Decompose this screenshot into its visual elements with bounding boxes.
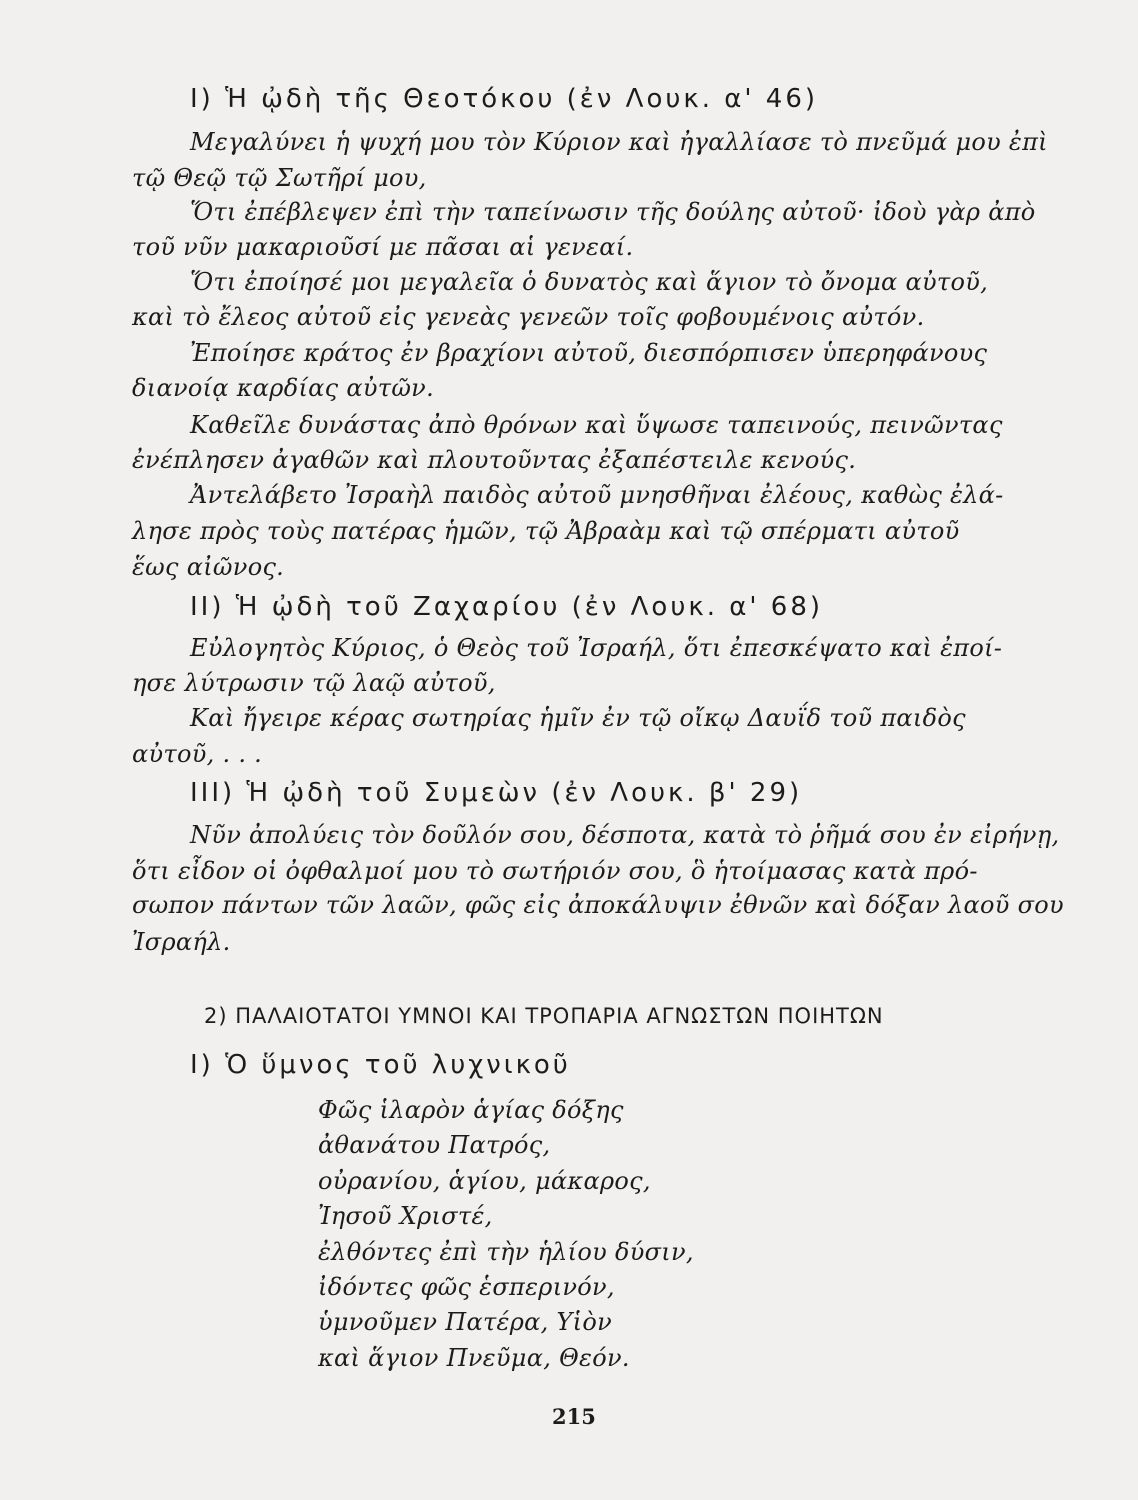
- text-line: ἐνέπλησεν ἀγαθῶν καὶ πλουτοῦντας ἐξαπέστειλε κενούς.: [132, 446, 857, 474]
- text-line: τῷ Θεῷ τῷ Σωτῆρί μου,: [132, 164, 427, 192]
- heading-magnificat: I) Ἡ ᾠδὴ τῆς Θεοτόκου (ἐν Λουκ. α' 46): [190, 84, 819, 114]
- heading-hymn: I) Ὁ ὕμνος τοῦ λυχνικοῦ: [190, 1050, 571, 1080]
- text-line: σωπον πάντων τῶν λαῶν, φῶς εἰς ἀποκάλυψιν ἐθνῶν καὶ δόξαν λαοῦ σου: [132, 891, 1064, 919]
- text-line: Εὐλογητὸς Κύριος, ὁ Θεὸς τοῦ Ἰσραήλ, ὅτι ἐπεσκέψατο καὶ ἐποί-: [190, 634, 1003, 662]
- hymn-line: καὶ ἅγιον Πνεῦμα, Θεόν.: [318, 1344, 630, 1372]
- section-title: 2) ΠΑΛΑΙΟΤΑΤΟΙ ΥΜΝΟΙ ΚΑΙ ΤΡΟΠΑΡΙΑ ΑΓΝΩΣΤΩΝ ΠΟΙΗΤΩΝ: [204, 1004, 884, 1028]
- text-line: λησε πρὸς τοὺς πατέρας ἡμῶν, τῷ Ἀβραὰμ καὶ τῷ σπέρματι αὐτοῦ: [132, 517, 960, 545]
- text-line: Ὅτι ἐποίησέ μοι μεγαλεῖα ὁ δυνατὸς καὶ ἅγιον τὸ ὄνομα αὐτοῦ,: [190, 268, 989, 296]
- text-line: ὅτι εἶδον οἱ ὀφθαλμοί μου τὸ σωτήριόν σου, ὃ ἡτοίμασας κατὰ πρό-: [132, 857, 978, 885]
- text-line: Ἐποίησε κράτος ἐν βραχίονι αὐτοῦ, διεσπόρπισεν ὑπερηφάνους: [190, 339, 988, 367]
- text-line: διανοίᾳ καρδίας αὐτῶν.: [132, 374, 435, 402]
- text-line: καὶ τὸ ἔλεος αὐτοῦ εἰς γενεὰς γενεῶν τοῖς φοβουμένοις αὐτόν.: [132, 303, 925, 331]
- hymn-line: Φῶς ἱλαρὸν ἁγίας δόξης: [318, 1096, 624, 1124]
- page-number: 215: [552, 1404, 596, 1429]
- text-line: ησε λύτρωσιν τῷ λαῷ αὐτοῦ,: [132, 669, 496, 697]
- text-line: Ἀντελάβετο Ἰσραὴλ παιδὸς αὐτοῦ μνησθῆναι ἐλέους, καθὼς ἐλά-: [190, 481, 1004, 509]
- text-line: Ἰσραήλ.: [132, 928, 231, 956]
- hymn-line: ἀθανάτου Πατρός,: [318, 1131, 551, 1159]
- hymn-line: οὐρανίου, ἁγίου, μάκαρος,: [318, 1167, 651, 1195]
- text-line: Μεγαλύνει ἡ ψυχή μου τὸν Κύριον καὶ ἠγαλλίασε τὸ πνεῦμά μου ἐπὶ: [190, 128, 1048, 156]
- text-line: Καθεῖλε δυνάστας ἀπὸ θρόνων καὶ ὕψωσε ταπεινούς, πεινῶντας: [190, 411, 1003, 439]
- hymn-line: ὑμνοῦμεν Πατέρα, Υἱὸν: [318, 1308, 612, 1336]
- hymn-line: ἰδόντες φῶς ἑσπερινόν,: [318, 1273, 615, 1301]
- heading-nunc-dimittis: III) Ἡ ᾠδὴ τοῦ Συμεὼν (ἐν Λουκ. β' 29): [190, 778, 803, 808]
- text-line: Ὅτι ἐπέβλεψεν ἐπὶ τὴν ταπείνωσιν τῆς δούλης αὐτοῦ· ἰδοὺ γὰρ ἀπὸ: [190, 198, 1036, 226]
- hymn-line: Ἰησοῦ Χριστέ,: [318, 1202, 493, 1230]
- text-line: ἕως αἰῶνος.: [132, 553, 285, 581]
- text-line: αὐτοῦ, . . .: [132, 740, 263, 768]
- text-line: Νῦν ἀπολύεις τὸν δοῦλόν σου, δέσποτα, κατὰ τὸ ῥῆμά σου ἐν εἰρήνῃ,: [190, 821, 1060, 849]
- text-line: τοῦ νῦν μακαριοῦσί με πᾶσαι αἱ γενεαί.: [132, 233, 634, 261]
- text-line: Καὶ ἤγειρε κέρας σωτηρίας ἡμῖν ἐν τῷ οἴκῳ Δαυΐδ τοῦ παιδὸς: [190, 704, 966, 732]
- hymn-line: ἐλθόντες ἐπὶ τὴν ἡλίου δύσιν,: [318, 1238, 694, 1266]
- heading-benedictus: II) Ἡ ᾠδὴ τοῦ Ζαχαρίου (ἐν Λουκ. α' 68): [190, 592, 824, 622]
